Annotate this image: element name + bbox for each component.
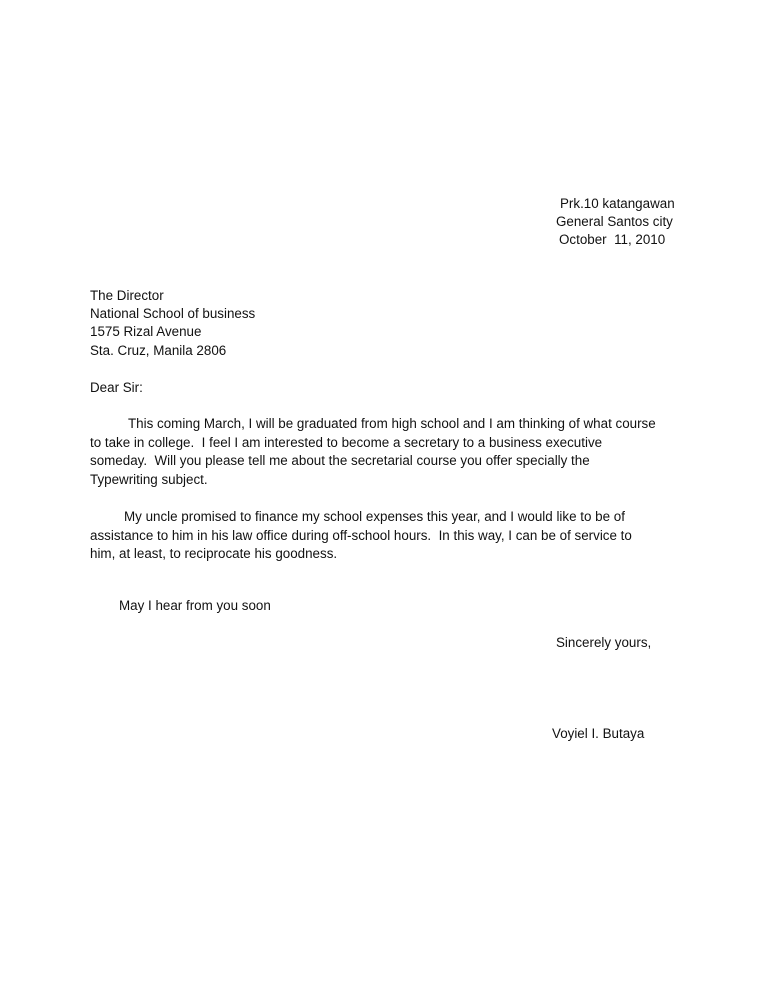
body-paragraph-1: [90, 415, 690, 489]
paragraph-2-line: assistance to him in his law office during off-school hours. In this way, I can be of service to: [90, 527, 632, 543]
paragraph-1-line: someday. Will you please tell me about the secretarial course you offer specially the: [90, 453, 590, 469]
complimentary-close: Sincerely yours,: [556, 635, 652, 650]
signature-name: Voyiel I. Butaya: [552, 726, 645, 741]
recipient-organization: National School of business: [90, 306, 256, 321]
paragraph-2-line: My uncle promised to finance my school expenses this year, and I would like to be of: [124, 509, 625, 524]
salutation: Dear Sir:: [90, 380, 143, 395]
closing-request: May I hear from you soon: [119, 598, 271, 613]
paragraph-1-line: Typewriting subject.: [90, 471, 208, 487]
sender-address-line2: General Santos city: [556, 214, 673, 229]
paragraph-1-line: This coming March, I will be graduated from high school and I am thinking of what course: [128, 416, 656, 431]
recipient-city: Sta. Cruz, Manila 2806: [90, 343, 227, 358]
body-paragraph-2: [90, 508, 690, 564]
paragraph-2-line: him, at least, to reciprocate his goodness.: [90, 546, 338, 562]
recipient-street: 1575 Rizal Avenue: [90, 324, 202, 339]
recipient-title: The Director: [90, 288, 164, 303]
paragraph-1-line: to take in college. I feel I am interested to become a secretary to a business executive: [90, 434, 603, 450]
sender-address-line1: Prk.10 katangawan: [560, 196, 675, 211]
letter-date: October 11, 2010: [559, 232, 666, 247]
